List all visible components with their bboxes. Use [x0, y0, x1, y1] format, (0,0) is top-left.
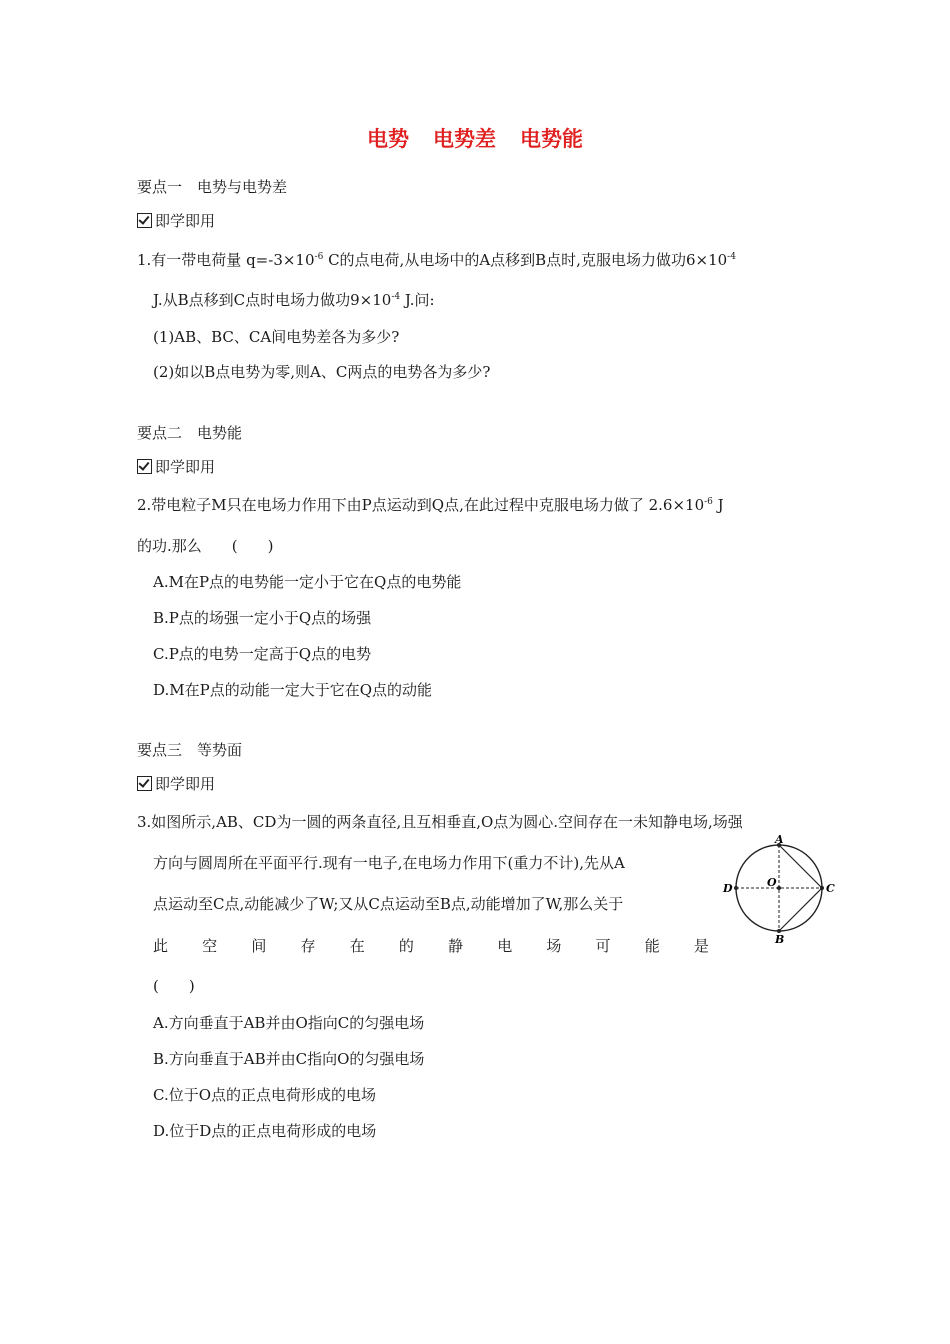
question-2-line-2: 的功.那么 ( ): [137, 537, 274, 555]
section-heading-3: 要点三 等势面: [137, 741, 243, 759]
label-c: C: [826, 882, 835, 895]
question-1-line-1: 1.有一带电荷量 $q=-3\times 10^{-6}$ C的点电荷,从电场中的A点移到B点时,克服电场力做功$6\times 10^{-4}$: [137, 251, 736, 269]
page-title: 电势 电势差 电势能: [367, 126, 583, 151]
question-3-option-d: D.位于D点的正点电荷形成的电场: [153, 1122, 377, 1140]
question-3-option-c: C.位于O点的正点电荷形成的电场: [153, 1086, 377, 1104]
circle-figure: [720, 832, 842, 948]
question-3-line-4: 此 空 间 存 在 的 静 电 场 可 能 是: [153, 937, 709, 955]
question-1-line-2: J.从B点移到C点时电场力做功$9\times 10^{-4}$ J.问:: [153, 291, 435, 309]
question-1-sub-1: (1)AB、BC、CA间电势差各为多少?: [153, 328, 400, 346]
section-heading-2: 要点二 电势能: [137, 424, 243, 442]
question-3-option-b: B.方向垂直于AB并由C指向O的匀强电场: [153, 1050, 425, 1068]
question-3-line-2: 方向与圆周所在平面平行.现有一电子,在电场力作用下(重力不计),先从A: [153, 854, 625, 872]
question-2-line-1: 2.带电粒子M只在电场力作用下由P点运动到Q点,在此过程中克服电场力做了 $2.6\times 10^{-6}$ J: [137, 496, 724, 514]
check-label-3: 即学即用: [137, 774, 215, 794]
question-3-line-5: ( ): [153, 977, 195, 995]
question-1-sub-2: (2)如以B点电势为零,则A、C两点的电势各为多少?: [153, 363, 491, 381]
section-heading-1: 要点一 电势与电势差: [137, 178, 288, 196]
point-d: [734, 886, 738, 890]
question-3-line-1: 3.如图所示,AB、CD为一圆的两条直径,且互相垂直,O点为圆心.空间存在一未知静电场,场强: [137, 813, 743, 831]
label-a: A: [775, 833, 784, 846]
question-2-option-d: D.M在P点的动能一定大于它在Q点的动能: [153, 681, 433, 699]
question-2-option-b: B.P点的场强一定小于Q点的场强: [153, 609, 372, 627]
question-2-option-a: A.M在P点的电势能一定小于它在Q点的电势能: [153, 573, 462, 591]
checkmark-icon: [137, 776, 152, 791]
label-o: O: [767, 876, 777, 889]
checkmark-icon: [137, 459, 152, 474]
label-b: B: [775, 933, 785, 946]
question-3-line-3: 点运动至C点,动能减少了W;又从C点运动至B点,动能增加了W,那么关于: [153, 895, 624, 913]
checkmark-icon: [137, 213, 152, 228]
label-d: D: [723, 882, 733, 895]
check-label-2: 即学即用: [137, 457, 215, 477]
check-label-1: 即学即用: [137, 211, 215, 231]
question-3-option-a: A.方向垂直于AB并由O指向C的匀强电场: [153, 1014, 425, 1032]
point-o: [777, 886, 781, 890]
question-2-option-c: C.P点的电势一定高于Q点的电势: [153, 645, 372, 663]
point-c: [820, 886, 824, 890]
